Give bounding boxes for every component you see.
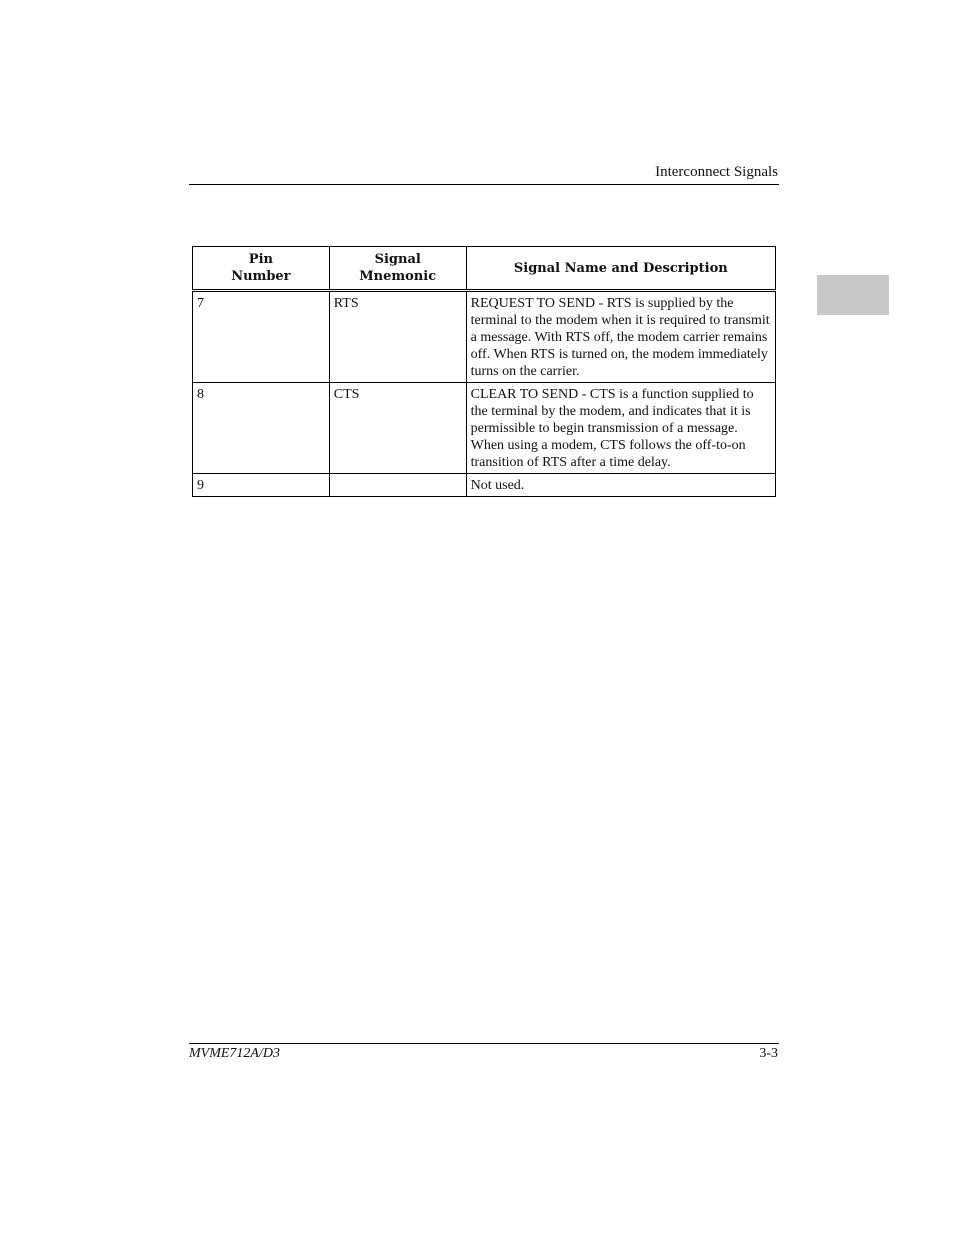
footer-page-number: 3-3 <box>759 1046 778 1061</box>
cell-mnemonic: CTS <box>329 383 466 474</box>
column-header-pin-number <box>193 247 330 291</box>
footer-rule <box>189 1043 779 1044</box>
signal-table <box>192 246 776 497</box>
column-header-pin-line2: Number <box>231 269 291 284</box>
cell-pin: 7 <box>193 291 330 383</box>
cell-mnemonic <box>329 474 466 497</box>
cell-description: REQUEST TO SEND - RTS is supplied by the terminal to the modem when it is required to transmit a message. With RTS off, the modem carrier remains off. When RTS is turned on, the modem immediately turns on the carrier. <box>466 291 775 383</box>
table-row <box>193 383 776 474</box>
cell-mnemonic: RTS <box>329 291 466 383</box>
chapter-tab-marker <box>817 275 889 315</box>
table-header-row <box>193 247 776 291</box>
table-row <box>193 474 776 497</box>
table-row <box>193 291 776 383</box>
cell-description: Not used. <box>466 474 775 497</box>
column-header-mnemonic-line1: Signal <box>374 252 421 267</box>
cell-pin: 8 <box>193 383 330 474</box>
cell-pin: 9 <box>193 474 330 497</box>
running-header-title: Interconnect Signals <box>655 164 778 180</box>
column-header-description: Signal Name and Description <box>466 247 775 291</box>
cell-description: CLEAR TO SEND - CTS is a function supplied to the terminal by the modem, and indicates that it is permissible to begin transmission of a message. When using a modem, CTS follows the off-to-on transition of RTS after a time delay. <box>466 383 775 474</box>
footer-document-id: MVME712A/D3 <box>189 1046 280 1061</box>
header-rule <box>189 184 779 185</box>
column-header-pin-line1: Pin <box>248 252 273 267</box>
column-header-mnemonic-line2: Mnemonic <box>359 269 437 284</box>
column-header-signal-mnemonic <box>329 247 466 291</box>
